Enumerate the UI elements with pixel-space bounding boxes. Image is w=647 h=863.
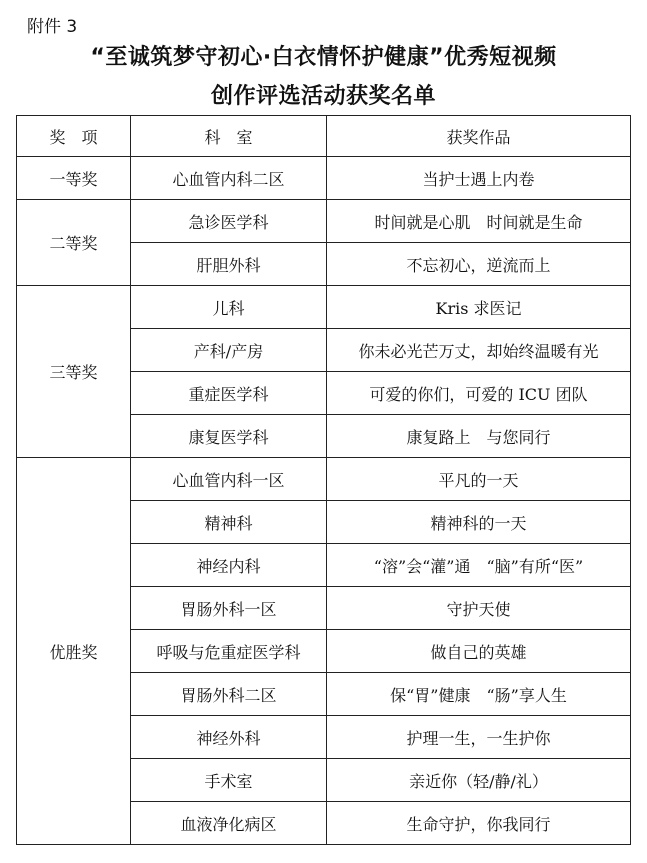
work-title-cell: Kris 求医记 xyxy=(327,286,631,329)
header-department: 科 室 xyxy=(131,116,327,157)
department-cell: 神经外科 xyxy=(131,716,327,759)
header-award: 奖 项 xyxy=(17,116,131,157)
department-cell: 儿科 xyxy=(131,286,327,329)
attachment-label: 附件 3 xyxy=(27,17,78,37)
work-title-cell: 生命守护，你我同行 xyxy=(327,802,631,845)
department-cell: 心血管内科二区 xyxy=(131,157,327,200)
department-cell: 产科/产房 xyxy=(131,329,327,372)
department-cell: 精神科 xyxy=(131,501,327,544)
award-level-cell: 一等奖 xyxy=(17,157,131,200)
award-level-cell: 优胜奖 xyxy=(17,458,131,845)
table-row xyxy=(17,200,631,243)
work-title-cell: 不忘初心，逆流而上 xyxy=(327,243,631,286)
department-cell: 胃肠外科一区 xyxy=(131,587,327,630)
department-cell: 血液净化病区 xyxy=(131,802,327,845)
work-title-cell: 平凡的一天 xyxy=(327,458,631,501)
department-cell: 手术室 xyxy=(131,759,327,802)
table-row xyxy=(17,157,631,200)
work-title-cell: 时间就是心肌 时间就是生命 xyxy=(327,200,631,243)
work-title-cell: 做自己的英雄 xyxy=(327,630,631,673)
document-title-line-1: “至诚筑梦守初心·白衣情怀护健康”优秀短视频 xyxy=(90,45,557,70)
table-row xyxy=(17,458,631,501)
department-cell: 呼吸与危重症医学科 xyxy=(131,630,327,673)
work-title-cell: 护理一生，一生护你 xyxy=(327,716,631,759)
department-cell: 重症医学科 xyxy=(131,372,327,415)
work-title-cell: 康复路上 与您同行 xyxy=(327,415,631,458)
department-cell: 心血管内科一区 xyxy=(131,458,327,501)
work-title-cell: 当护士遇上内卷 xyxy=(327,157,631,200)
table-row xyxy=(17,286,631,329)
table-header-row xyxy=(17,116,631,157)
work-title-cell: “溶”会“灌”通 “脑”有所“医” xyxy=(327,544,631,587)
work-title-cell: 可爱的你们，可爱的 ICU 团队 xyxy=(327,372,631,415)
department-cell: 肝胆外科 xyxy=(131,243,327,286)
department-cell: 神经内科 xyxy=(131,544,327,587)
work-title-cell: 保“胃”健康 “肠”享人生 xyxy=(327,673,631,716)
work-title-cell: 亲近你（轻/静/礼） xyxy=(327,759,631,802)
department-cell: 康复医学科 xyxy=(131,415,327,458)
award-level-cell: 二等奖 xyxy=(17,200,131,286)
award-list-table xyxy=(16,115,631,845)
department-cell: 急诊医学科 xyxy=(131,200,327,243)
award-level-cell: 三等奖 xyxy=(17,286,131,458)
department-cell: 胃肠外科二区 xyxy=(131,673,327,716)
work-title-cell: 你未必光芒万丈，却始终温暖有光 xyxy=(327,329,631,372)
work-title-cell: 守护天使 xyxy=(327,587,631,630)
header-work: 获奖作品 xyxy=(327,116,631,157)
work-title-cell: 精神科的一天 xyxy=(327,501,631,544)
document-title-line-2: 创作评选活动获奖名单 xyxy=(210,84,436,109)
